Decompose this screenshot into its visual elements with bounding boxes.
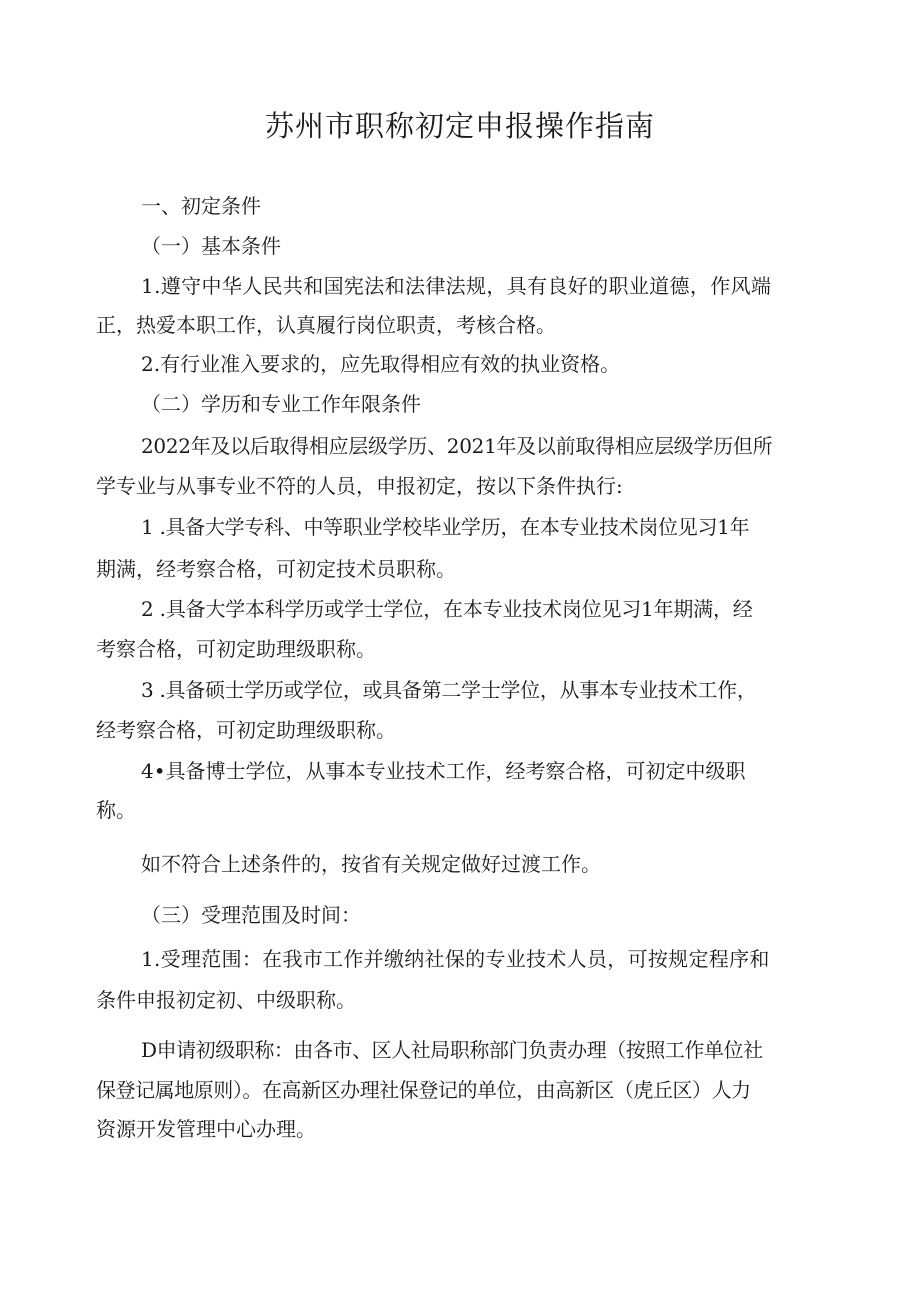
list-item-line: 期满，经考察合格，可初定技术员职称。 [96, 557, 456, 581]
list-item-line: 称。 [96, 798, 136, 822]
section-heading: 一、初定条件 [141, 194, 261, 218]
paragraph-line: 如不符合上述条件的，按省有关规定做好过渡工作。 [141, 852, 601, 876]
list-item-line: 4•具备博士学位，从事本专业技术工作，经考察合格，可初定中级职 [141, 759, 746, 783]
paragraph-line: 2.有行业准入要求的，应先取得相应有效的执业资格。 [141, 352, 621, 376]
paragraph-line: 保登记属地原则）。在高新区办理社保登记的单位，由高新区（虎丘区）人力 [96, 1078, 751, 1102]
paragraph-line: 学专业与从事专业不符的人员，申报初定，按以下条件执行: [96, 474, 623, 498]
list-item-line: 3 .具备硕士学历或学位，或具备第二学士学位，从事本专业技术工作， [141, 678, 757, 702]
paragraph-line: 正，热爱本职工作，认真履行岗位职责，考核合格。 [96, 313, 556, 337]
subsection-heading: （二）学历和专业工作年限条件 [141, 392, 421, 416]
paragraph-line: 2022年及以后取得相应层级学历、2021年及以前取得相应层级学历但所 [141, 434, 773, 458]
paragraph-line: 条件申报初定初、中级职称。 [96, 988, 356, 1012]
subsection-heading: （一）基本条件 [141, 234, 281, 258]
paragraph-line: 1.受理范围：在我市工作并缴纳社保的专业技术人员，可按规定程序和 [141, 947, 770, 971]
document-title: 苏州市职称初定申报操作指南 [264, 109, 655, 143]
list-item-line: 2 .具备大学本科学历或学士学位，在本专业技术岗位见习1年期满，经 [141, 597, 753, 621]
paragraph-line: D申请初级职称：由各市、区人社局职称部门负责办理（按照工作单位社 [141, 1038, 763, 1062]
paragraph-line: 1.遵守中华人民共和国宪法和法律法规，具有良好的职业道德，作风端 [141, 274, 772, 298]
list-item-line: 经考察合格，可初定助理级职称。 [96, 718, 396, 742]
list-item-line: 考察合格，可初定助理级职称。 [96, 637, 376, 661]
list-item-line: 1 .具备大学专科、中等职业学校毕业学历，在本专业技术岗位见习1年 [141, 515, 750, 539]
subsection-heading: （三）受理范围及时间： [141, 903, 361, 927]
paragraph-line: 资源开发管理中心办理。 [96, 1117, 316, 1141]
